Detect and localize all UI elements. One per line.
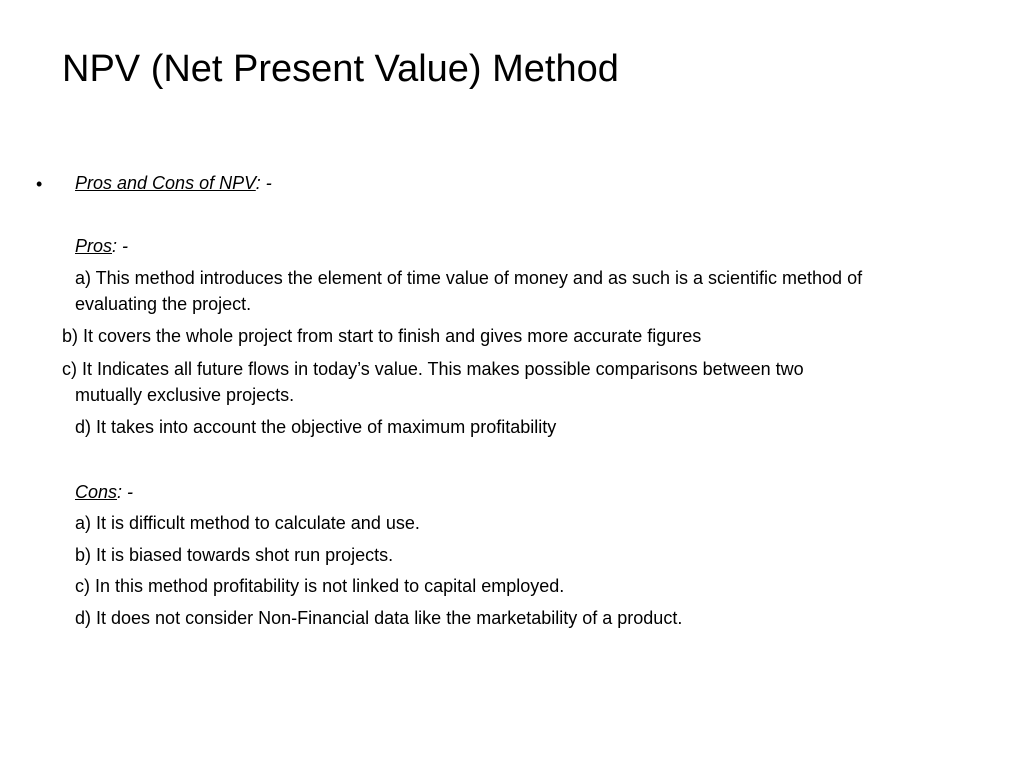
cons-heading-label: Cons <box>75 482 118 502</box>
pros-item-a-line1: a) This method introduces the element of time value of money and as such is a scientific method of <box>75 268 863 288</box>
pros-item-c-line1: c) It Indicates all future flows in today’s value. This makes possible comparisons between two <box>62 359 804 379</box>
cons-heading-suffix: : - <box>117 482 134 502</box>
cons-item-a: a) It is difficult method to calculate and use. <box>75 513 420 533</box>
cons-item-d: d) It does not consider Non-Financial data like the marketability of a product. <box>75 608 683 628</box>
cons-item-b: b) It is biased towards shot run projects. <box>75 545 394 565</box>
cons-item-c: c) In this method profitability is not linked to capital employed. <box>75 576 565 596</box>
pros-heading-label: Pros <box>75 236 113 256</box>
slide-title: NPV (Net Present Value) Method <box>62 48 619 90</box>
section-heading-label: Pros and Cons of NPV <box>75 173 256 193</box>
section-heading <box>75 170 272 196</box>
pros-heading-suffix: : - <box>112 236 129 256</box>
pros-item-a-line2: evaluating the project. <box>75 294 252 314</box>
pros-heading <box>75 233 128 259</box>
section-heading-suffix: : - <box>255 173 272 193</box>
pros-item-d: d) It takes into account the objective of maximum profitability <box>75 417 557 437</box>
pros-item-b: b) It covers the whole project from start to finish and gives more accurate figures <box>62 326 702 346</box>
pros-item-c-line2: mutually exclusive projects. <box>75 385 295 405</box>
bullet-icon: • <box>36 174 43 194</box>
cons-heading <box>75 479 133 505</box>
